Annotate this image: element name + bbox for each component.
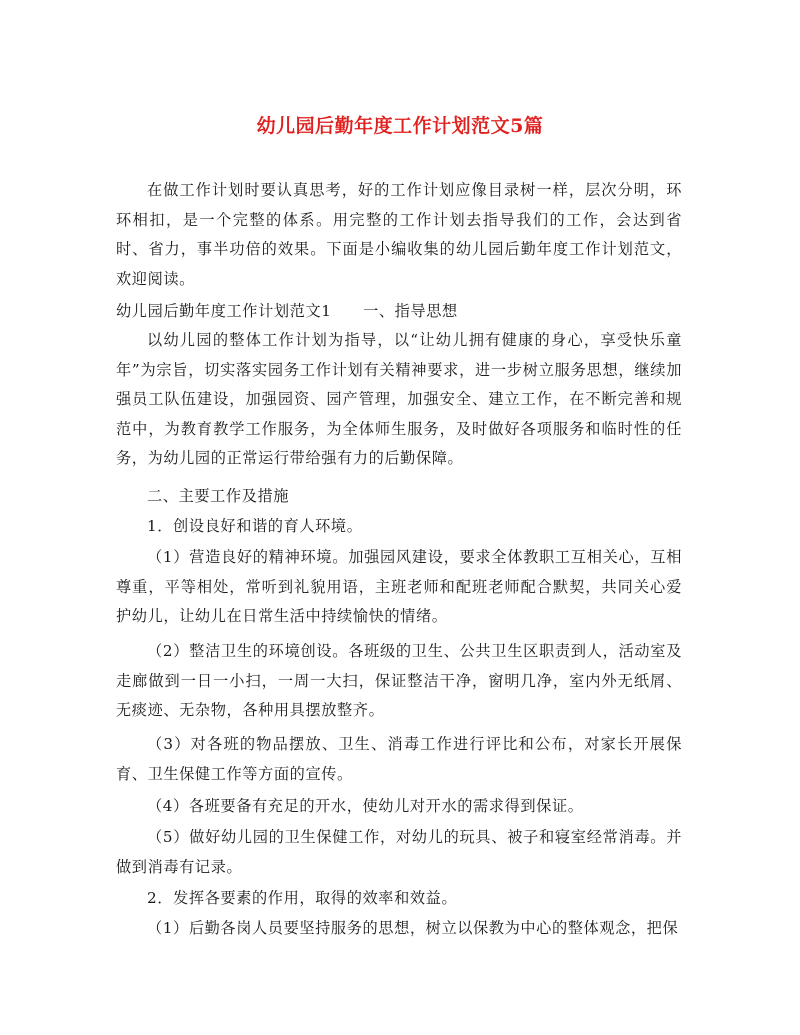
item-2-1: （1）后勤各岗人员要坚持服务的思想，树立以保教为中心的整体观念，把保: [147, 919, 679, 937]
item-1-4: （4）各班要备有充足的开水，使幼儿对开水的需求得到保证。: [147, 797, 584, 815]
document-title: 幼儿园后勤年度工作计划范文5篇: [256, 115, 544, 137]
intro-paragraph: [116, 176, 682, 294]
paragraph-intro: 在做工作计划时要认真思考，好的工作计划应像目录树一样，层次分明，环环相扣，是一个完整的体系。用完整的工作计划去指导我们的工作，会达到省时、省力，事半功倍的效果。下面是小编收集的幼儿园后勤年度工作计划范文，欢迎阅读。: [116, 181, 682, 288]
section-heading-block: [116, 297, 682, 327]
item1-4-block: [116, 792, 682, 822]
item1-2-block: [116, 637, 682, 726]
item1-1-block: [116, 543, 682, 632]
item-1-heading: 1．创设良好和谐的育人环境。: [147, 517, 363, 535]
heading-main-work: 二、主要工作及措施: [147, 487, 290, 505]
item-1-1: （1）营造良好的精神环境。加强园风建设，要求全体教职工互相关心，互相尊重，平等相处，常听到礼貌用语，主班老师和配班老师配合默契，共同关心爱护幼儿，让幼儿在日常生活中持续愉快的情绪。: [116, 548, 682, 625]
section1-heading: 幼儿园后勤年度工作计划范文1 一、指导思想: [116, 302, 458, 320]
item-2-heading: 2．发挥各要素的作用，取得的效率和效益。: [147, 889, 458, 907]
heading2-block: [116, 482, 682, 512]
item1-block: [116, 512, 682, 542]
item-1-2: （2）整洁卫生的环境创设。各班级的卫生、公共卫生区职责到人，活动室及走廊做到一日一小扫，一周一大扫，保证整洁干净，窗明几净，室内外无纸屑、无痰迹、无杂物，各种用具摆放整齐。: [116, 642, 682, 719]
item-1-3: （3）对各班的物品摆放、卫生、消毒工作进行评比和公布，对家长开展保育、卫生保健工作等方面的宣传。: [116, 735, 682, 783]
item2-1-block: [116, 914, 682, 944]
item-1-5: （5）做好幼儿园的卫生保健工作，对幼儿的玩具、被子和寝室经常消毒。并做到消毒有记录。: [116, 828, 682, 876]
item1-5-block: [116, 823, 682, 882]
item1-3-block: [116, 730, 682, 789]
item2-block: [116, 884, 682, 914]
guiding-block: [116, 326, 682, 474]
paragraph-guiding: 以幼儿园的整体工作计划为指导，以“让幼儿拥有健康的身心，享受快乐童年”为宗旨，切实落实园务工作计划有关精神要求，进一步树立服务思想，继续加强员工队伍建设，加强园资、园产管理，加强安全、建立工作，在不断完善和规范中，为教育教学工作服务，为全体师生服务，及时做好各项服务和临时性的任务，为幼儿园的正常运行带给强有力的后勤保障。: [116, 331, 682, 467]
